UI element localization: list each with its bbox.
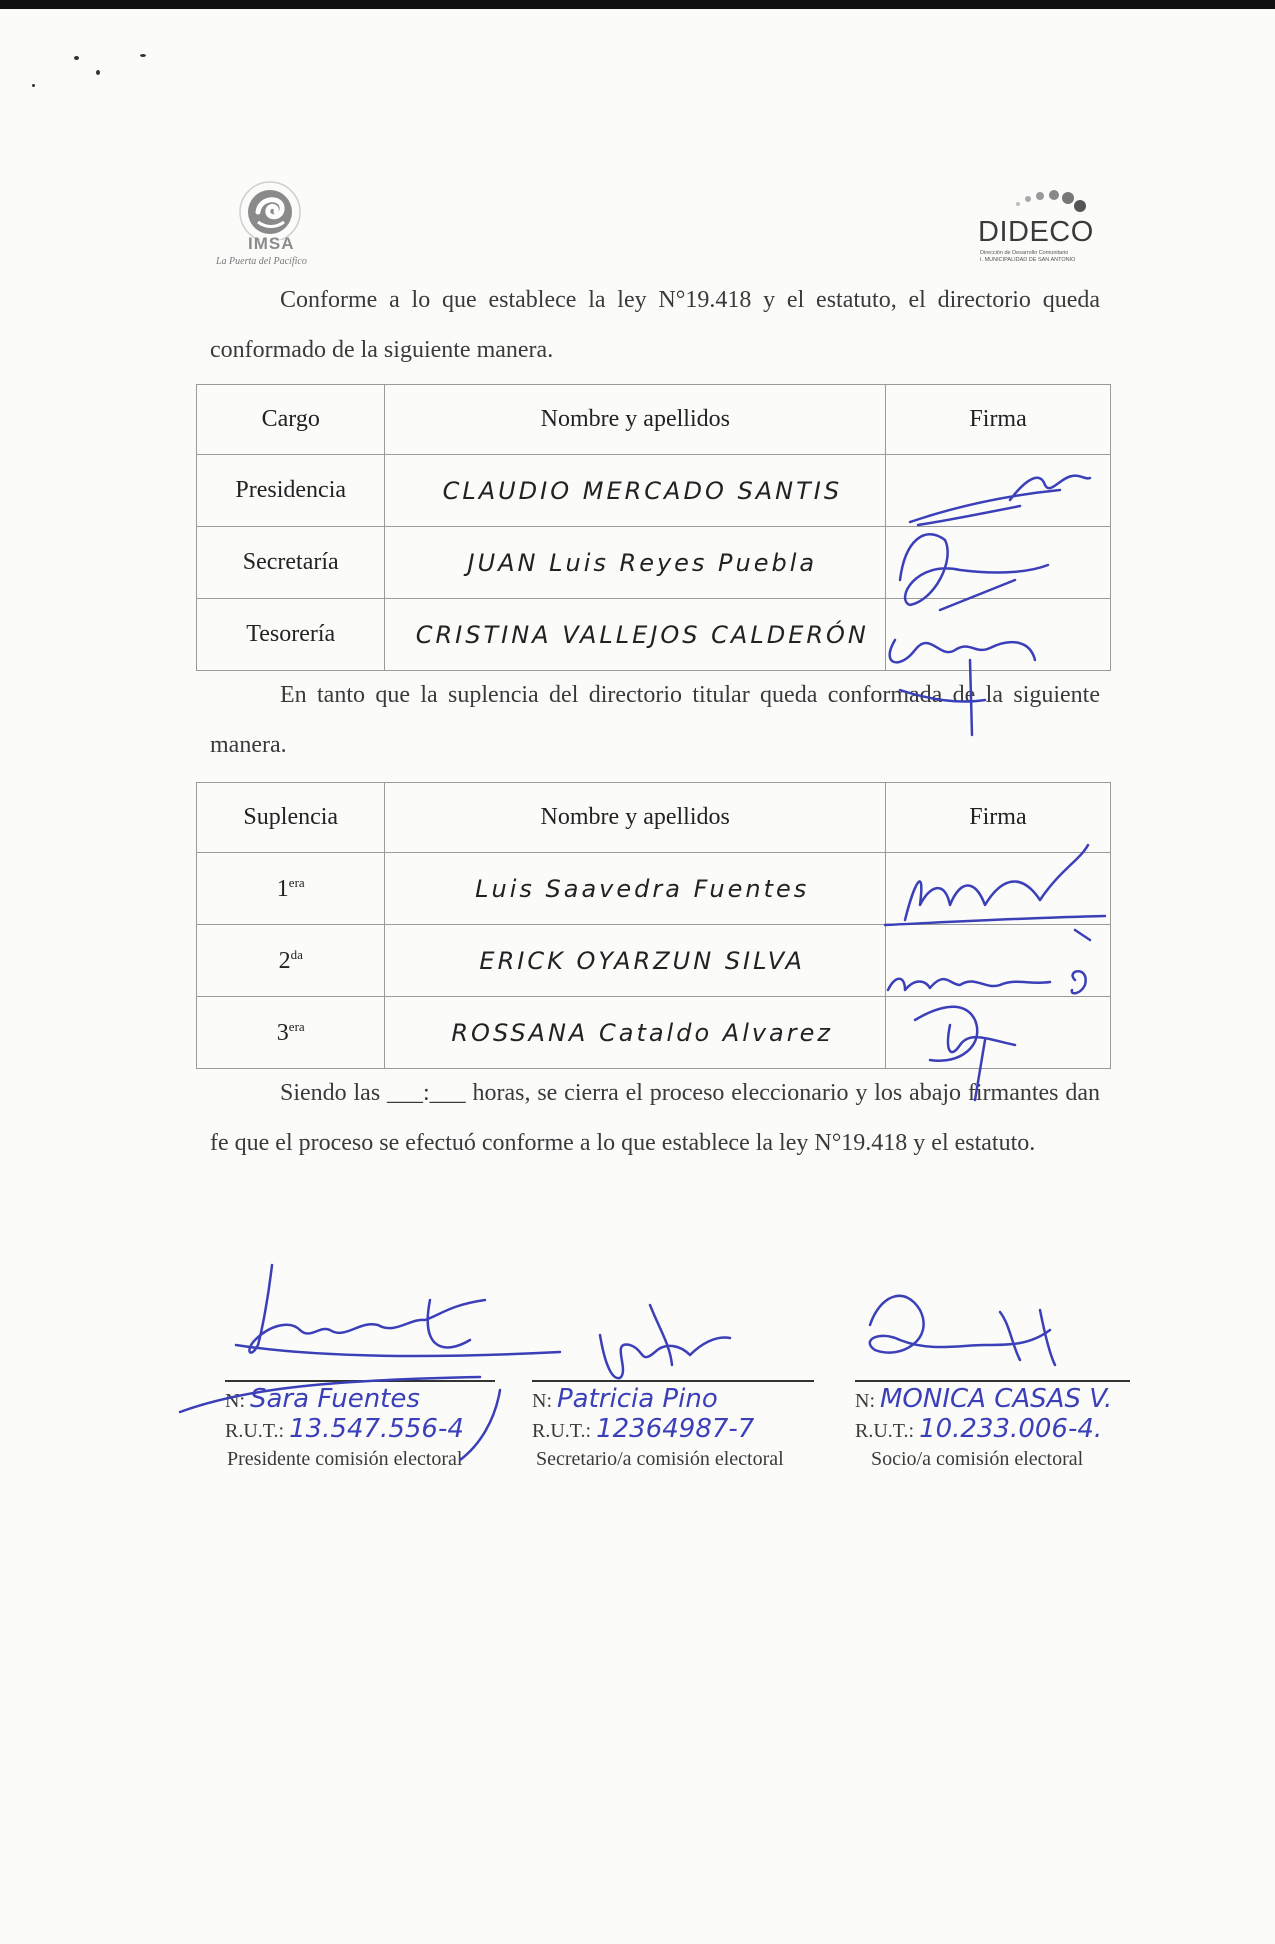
handwritten-signatory-name: MONICA CASAS V. [880,1384,1113,1414]
header-nombre: Nombre y apellidos [385,783,885,853]
imsa-tagline: La Puerta del Pacífico [216,256,307,267]
signature-scribble [915,1007,1015,1100]
rut-row: R.U.T.: 12364987-7 [532,1414,755,1444]
signature-scribble [885,845,1105,940]
signature-scribble [888,971,1086,993]
role-label: Presidente comisión electoral [227,1448,463,1470]
name-row: N: MONICA CASAS V. [855,1384,1113,1414]
signature-scribble [910,476,1090,525]
intro-text: Conforme a lo que establece la ley N°19.418 y el estatuto, el directorio queda conformado de la siguiente manera. [210,287,1100,363]
rut-row: R.U.T.: 10.233.006-4. [855,1414,1103,1444]
handwritten-name: ROSSANA Cataldo Alvarez [385,997,885,1069]
suplencia-text: En tanto que la suplencia del directorio titular queda conformada de la siguiente manera. [210,682,1100,758]
signature-scribble [180,1265,560,1412]
handwritten-rut: 12364987-7 [596,1414,755,1444]
name-row: N: Sara Fuentes [225,1384,420,1414]
header-nombre: Nombre y apellidos [385,385,886,455]
handwritten-name: Luis Saavedra Fuentes [385,853,885,925]
rut-row: R.U.T.: 13.547.556-4 [225,1414,464,1444]
handwritten-name: ERICK OYARZUN SILVA [385,925,885,997]
signature-scribble [460,1390,500,1460]
signature-scribble [600,1305,730,1378]
role-label: Socio/a comisión electoral [871,1448,1084,1470]
header-suplencia: Suplencia [197,783,385,853]
cargo-cell: Secretaría [197,527,385,599]
signature-scribble [870,1296,1055,1365]
handwritten-name: JUAN Luis Reyes Puebla [385,527,886,599]
header-firma: Firma [885,783,1110,853]
imsa-brand-text: IMSA [248,234,295,253]
suplencia-order-cell: $2^{da}$ [197,925,385,997]
dideco-subtitle-line1: Dirección de Desarrollo Comunitario [980,250,1069,256]
handwritten-rut: 13.547.556-4 [289,1414,464,1444]
name-row: N: Patricia Pino [532,1384,718,1414]
dideco-brand-text: DIDECO [978,216,1094,248]
handwritten-signatory-name: Patricia Pino [557,1384,718,1414]
signature-scribble [900,534,1048,610]
handwritten-signatory-name: Sara Fuentes [250,1384,420,1414]
closing-text: Siendo las ___:___ horas, se cierra el proceso eleccionario y los abajo firmantes dan fe que el proceso se efectuó conforme a lo que establece la ley N°19.418 y el estatuto. [210,1080,1100,1156]
suplencia-order-cell: $3^{era}$ [197,997,385,1069]
header-cargo: Cargo [197,385,385,455]
suplencia-order-cell: $1^{era}$ [197,853,385,925]
cargo-cell: Tesorería [197,599,385,671]
handwritten-rut: 10.233.006-4. [919,1414,1103,1444]
dideco-subtitle-line2: I. MUNICIPALIDAD DE SAN ANTONIO [980,257,1076,263]
role-label: Secretario/a comisión electoral [536,1448,784,1470]
header-firma: Firma [886,385,1111,455]
signature-scribble [890,640,1035,735]
cargo-cell: Presidencia [197,455,385,527]
handwritten-name: CRISTINA VALLEJOS CALDERÓN [385,599,886,671]
handwritten-name: CLAUDIO MERCADO SANTIS [385,455,886,527]
